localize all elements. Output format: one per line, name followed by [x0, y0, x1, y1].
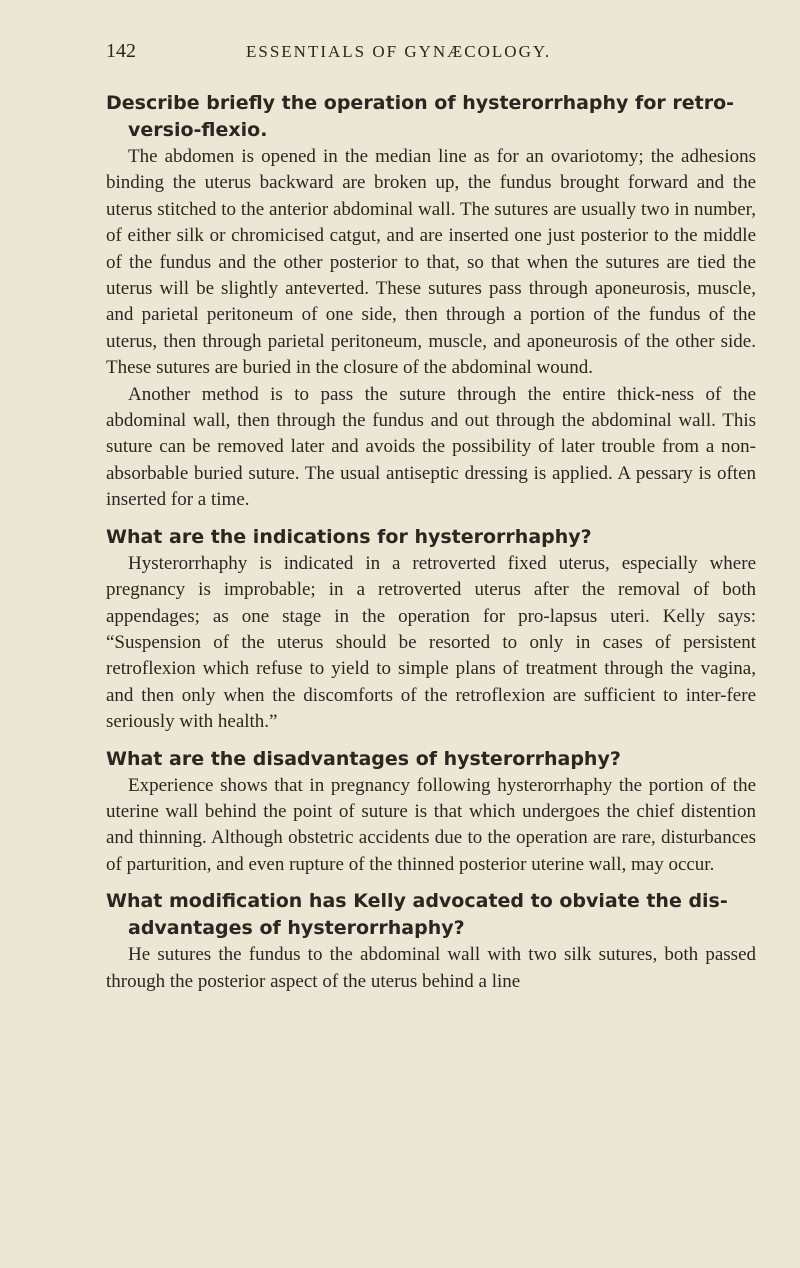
answer-paragraph: The abdomen is opened in the median line as for an ovariotomy; the adhesions binding the uterus backward are broken up, the fundus brought forward and the uterus stitched to the anterior abdominal wall. The sutures are usually two in number, of either silk or chromicised catgut, and are inserted one just posterior to the middle of the fundus and the other posterior to that, so that when the sutures are tied the uterus will be slightly anteverted. These sutures pass through aponeurosis, muscle, and parietal peritoneum of one side, then through a portion of the fundus of the uterus, then through parietal peritoneum, muscle, and aponeurosis of the other side. These sutures are buried in the closure of the abdominal wound. [106, 146, 756, 379]
answer-paragraph: Hysterorrhaphy is indicated in a retroverted fixed uterus, especially where pregnancy is improbable; in a retroverted uterus after the removal of both appendages; as one stage in the operation for pro-lapsus uteri. Kelly says: “Suspension of the uterus should be resorted to only in cases of persistent retroflexion which refuse to yield to simple plans of treatment through the vagina, and then only when the discomforts of the retroflexion are sufficient to inter-fere seriously with health.” [106, 552, 756, 733]
question-heading: What are the indications for hysterorrhaphy? [106, 525, 592, 548]
section-indications [106, 524, 756, 736]
answer-paragraph: Another method is to pass the suture through the entire thick-ness of the abdominal wall, then through the fundus and out through the abdominal wall. This suture can be removed later and avoids the possibility of later trouble from a non-absorbable buried suture. The usual antiseptic dressing is applied. A pessary is often inserted for a time. [106, 383, 756, 511]
question-heading: Describe briefly the operation of hysterorrhaphy for retro-versio-flexio. [106, 92, 735, 141]
answer-paragraph: He sutures the fundus to the abdominal wall with two silk sutures, both passed through the posterior aspect of the uterus behind a line [106, 944, 756, 992]
question-heading: What are the disadvantages of hysterorrhaphy? [106, 747, 621, 770]
answer-paragraph: Experience shows that in pregnancy following hysterorrhaphy the portion of the uterine wall behind the point of suture is that which undergoes the chief distention and thinning. Although obstetric accidents due to the operation are rare, disturbances of parturition, and even rupture of the thinned posterior uterine wall, may occur. [106, 774, 756, 875]
running-head [106, 40, 756, 80]
running-title: ESSENTIALS OF GYNÆCOLOGY. [246, 42, 552, 61]
question-heading: What modification has Kelly advocated to obviate the dis-advantages of hysterorrhaphy? [106, 890, 728, 940]
section-operation [106, 90, 756, 514]
section-kelly-modification [106, 888, 756, 995]
page-number: 142 [106, 40, 136, 62]
section-disadvantages [106, 746, 756, 879]
